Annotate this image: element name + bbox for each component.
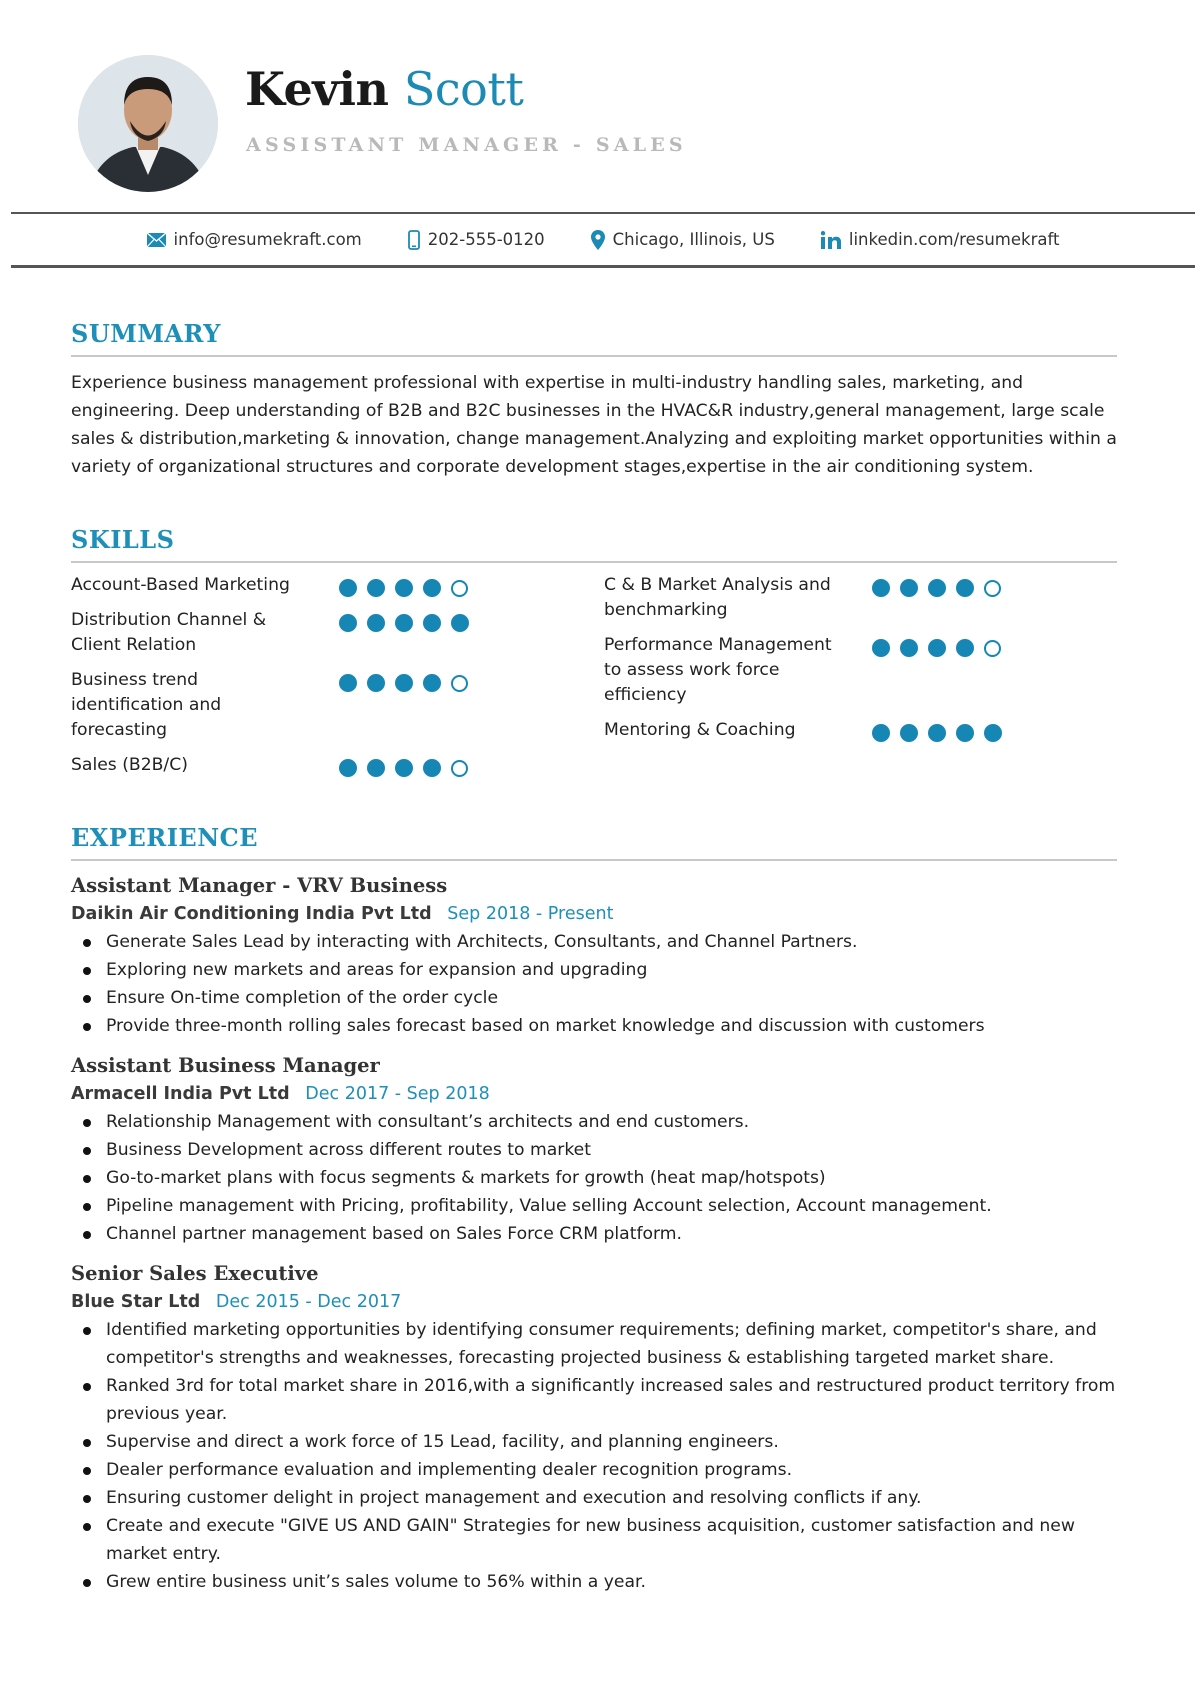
job-meta (71, 900, 1117, 928)
rating-dot-filled (367, 614, 385, 632)
skill-rating (872, 724, 1002, 742)
rating-dot-filled (451, 614, 469, 632)
rating-dot-filled (872, 579, 890, 597)
bullet-item: Grew entire business unit’s sales volume to 56% within a year. (71, 1568, 1117, 1596)
skill-name: Performance Management to assess work force efficiency (604, 635, 832, 705)
location-pin-icon (591, 230, 605, 250)
job-entry (71, 872, 1117, 1040)
job-title-subtitle: ASSISTANT MANAGER - SALES (246, 134, 687, 156)
rating-dot-empty (451, 675, 468, 692)
company-name: Armacell India Pvt Ltd (71, 1084, 290, 1104)
rating-dot-filled (872, 639, 890, 657)
rating-dot-empty (451, 580, 468, 597)
rating-dot-filled (367, 759, 385, 777)
bullet-item: Create and execute "GIVE US AND GAIN" Strategies for new business acquisition, customer satisfaction and new market entry. (71, 1512, 1117, 1568)
location-text: Chicago, Illinois, US (612, 230, 775, 249)
contact-linkedin[interactable] (821, 230, 1060, 249)
bullet-item: Business Development across different routes to market (71, 1136, 1117, 1164)
bullet-item: Dealer performance evaluation and implementing dealer recognition programs. (71, 1456, 1117, 1484)
linkedin-text: linkedin.com/resumekraft (848, 230, 1060, 249)
job-bullets (71, 928, 1117, 1040)
rating-dot-filled (423, 674, 441, 692)
experience-section (71, 823, 1117, 1596)
rating-dot-filled (395, 579, 413, 597)
skill-rating (872, 579, 1001, 597)
bullet-item: Identified marketing opportunities by identifying consumer requirements; defining market, competitor's share, and competitor's strengths and weaknesses, forecasting projected business & establishing targeted market share. (71, 1316, 1117, 1372)
rating-dot-filled (423, 759, 441, 777)
phone-text: 202-555-0120 (427, 230, 545, 249)
contact-location[interactable] (591, 230, 775, 250)
job-title: Senior Sales Executive (71, 1262, 319, 1285)
bullet-item: Ranked 3rd for total market share in 2016,with a significantly increased sales and restructured product territory from previous year. (71, 1372, 1117, 1428)
job-meta (71, 1288, 1117, 1316)
rating-dot-empty (451, 760, 468, 777)
rating-dot-filled (900, 639, 918, 657)
rating-dot-filled (900, 579, 918, 597)
rating-dot-empty (984, 640, 1001, 657)
job-entry (71, 1260, 1117, 1596)
rating-dot-filled (367, 579, 385, 597)
bullet-item: Go-to-market plans with focus segments & markets for growth (heat map/hotspots) (71, 1164, 1117, 1192)
resume-header (0, 0, 1200, 210)
job-title: Assistant Business Manager (71, 1054, 380, 1077)
bullet-item: Pipeline management with Pricing, profitability, Value selling Account selection, Account management. (71, 1192, 1117, 1220)
skill-rating (339, 614, 469, 632)
rating-dot-empty (984, 580, 1001, 597)
last-name: Scott (403, 62, 524, 116)
contact-bar (11, 212, 1195, 268)
rating-dot-filled (872, 724, 890, 742)
rating-dot-filled (339, 674, 357, 692)
rating-dot-filled (395, 759, 413, 777)
rating-dot-filled (928, 724, 946, 742)
first-name: Kevin (245, 62, 389, 116)
email-text: info@resumekraft.com (173, 230, 362, 249)
job-meta (71, 1080, 1117, 1108)
skill-name: C & B Market Analysis and benchmarking (604, 575, 831, 620)
job-dates: Dec 2015 - Dec 2017 (215, 1292, 402, 1312)
bullet-item: Generate Sales Lead by interacting with Architects, Consultants, and Channel Partners. (71, 928, 1117, 956)
job-bullets (71, 1316, 1117, 1596)
rating-dot-filled (956, 639, 974, 657)
skill-rating (339, 674, 468, 692)
contact-phone[interactable] (408, 230, 545, 250)
skill-rating (339, 759, 468, 777)
rating-dot-filled (928, 639, 946, 657)
rating-dot-filled (928, 579, 946, 597)
rating-dot-filled (423, 579, 441, 597)
bullet-item: Ensure On-time completion of the order cycle (71, 984, 1117, 1012)
rating-dot-filled (956, 579, 974, 597)
job-bullets (71, 1108, 1117, 1248)
email-icon (147, 233, 166, 247)
rating-dot-filled (339, 759, 357, 777)
linkedin-icon (821, 231, 841, 249)
summary-section (71, 319, 1117, 481)
job-title: Assistant Manager - VRV Business (71, 874, 448, 897)
skill-name: Account-Based Marketing (71, 575, 290, 595)
experience-heading: EXPERIENCE (71, 826, 1117, 861)
rating-dot-filled (395, 674, 413, 692)
job-dates: Dec 2017 - Sep 2018 (305, 1084, 490, 1104)
rating-dot-filled (395, 614, 413, 632)
summary-text: Experience business management professional with expertise in multi-industry handling sales, marketing, and engineering. Deep understanding of B2B and B2C businesses in the HVAC&R industry,general management, large scale sales & distribution,marketing & innovation, change management.Analyzing and exploiting market opportunities within a variety of organizational structures and corporate development stages,expertise in the air conditioning system. (71, 373, 1117, 477)
skill-name: Sales (B2B/C) (71, 755, 188, 775)
candidate-name (245, 62, 524, 116)
job-entry (71, 1052, 1117, 1248)
rating-dot-filled (423, 614, 441, 632)
company-name: Daikin Air Conditioning India Pvt Ltd (71, 904, 432, 924)
bullet-item: Ensuring customer delight in project management and execution and resolving conflicts if any. (71, 1484, 1117, 1512)
skill-name: Business trend identification and forecasting (71, 670, 222, 740)
bullet-item: Supervise and direct a work force of 15 Lead, facility, and planning engineers. (71, 1428, 1117, 1456)
rating-dot-filled (956, 724, 974, 742)
bullet-item: Relationship Management with consultant’s architects and end customers. (71, 1108, 1117, 1136)
contact-email[interactable] (147, 230, 362, 249)
skills-heading: SKILLS (71, 528, 1117, 563)
skill-rating (872, 639, 1001, 657)
phone-icon (408, 230, 420, 250)
profile-photo-icon (78, 55, 218, 192)
bullet-item: Exploring new markets and areas for expansion and upgrading (71, 956, 1117, 984)
skills-section (71, 525, 1117, 803)
rating-dot-filled (339, 614, 357, 632)
rating-dot-filled (339, 579, 357, 597)
job-dates: Sep 2018 - Present (447, 904, 614, 924)
company-name: Blue Star Ltd (71, 1292, 201, 1312)
bullet-item: Provide three-month rolling sales forecast based on market knowledge and discussion with customers (71, 1012, 1117, 1040)
skill-rating (339, 579, 468, 597)
skills-grid (71, 573, 1117, 803)
avatar (78, 55, 218, 192)
rating-dot-filled (367, 674, 385, 692)
bullet-item: Channel partner management based on Sales Force CRM platform. (71, 1220, 1117, 1248)
skill-name: Distribution Channel & Client Relation (71, 610, 267, 655)
summary-heading: SUMMARY (71, 322, 1117, 357)
rating-dot-filled (900, 724, 918, 742)
rating-dot-filled (984, 724, 1002, 742)
skill-name: Mentoring & Coaching (604, 720, 796, 740)
